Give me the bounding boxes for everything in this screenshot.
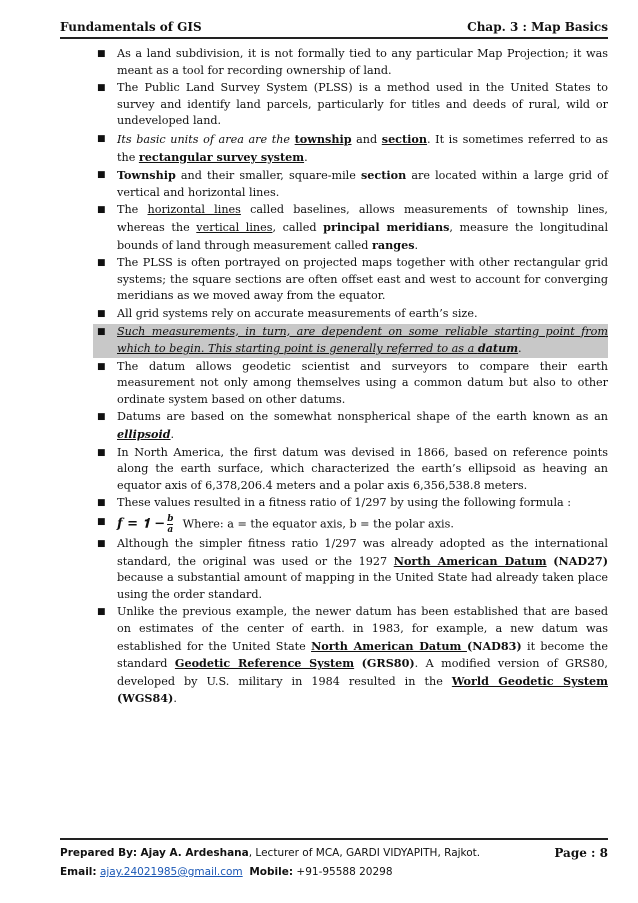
bullet-text: These values resulted in a fitness ratio of 1/297 by using the following formula :	[117, 496, 572, 510]
bullet-text: section	[381, 131, 428, 146]
bullet-text: and	[351, 132, 382, 146]
bullet-text: .	[170, 428, 175, 442]
bullet-text: . A modified version of GRS80, developed by U.S. military in 1984 resulted in the	[117, 657, 608, 688]
page-header	[60, 12, 608, 39]
bullet-item	[97, 514, 608, 536]
bullet-text: All grid systems rely on accurate measurements of earth’s size.	[117, 306, 478, 320]
bullet-item	[97, 359, 608, 409]
bullet-text: ellipsoid	[117, 427, 171, 442]
bullet-text: North American Datum	[311, 638, 467, 653]
bullet-text: township	[294, 131, 352, 146]
bullet-text: are located within a large grid of vertical and horizontal lines.	[117, 169, 608, 199]
formula-fraction	[167, 514, 173, 535]
bullet-text: principal meridians	[323, 219, 450, 234]
bullet-text: The datum allows geodetic scientist and surveyors to compare their earth measurement not only among themselves using a common datum but also to other ordinate system based on other datums.	[117, 359, 608, 406]
bullet-text: it become the standard	[117, 639, 609, 671]
bullet-text: Its basic units of area are the	[117, 132, 295, 146]
bullet-text: .	[414, 238, 419, 252]
page-number: Page : 8	[554, 846, 608, 860]
formula-denominator: a	[167, 525, 174, 536]
bullet-square-icon: ■	[97, 258, 106, 269]
formula-numerator: b	[167, 514, 174, 525]
bullet-text: The Public Land Survey System (PLSS) is a method used in the United States to survey and identify land parcels, particularly for titles and deeds of rural, wild or undeveloped land.	[117, 81, 608, 128]
bullet-text: .	[173, 692, 177, 706]
bullet-square-icon: ■	[97, 517, 106, 528]
bullet-item	[97, 131, 608, 166]
bullet-text: called baselines, allows measurements of township lines, whereas the	[117, 203, 608, 234]
bullet-item	[97, 167, 608, 201]
bullet-item	[97, 409, 608, 443]
bullet-item	[93, 324, 608, 358]
formula-description: Where: a = the equator axis, b = the polar axis.	[182, 517, 454, 531]
bullet-text: ranges	[372, 237, 415, 252]
bullet-item	[97, 80, 608, 130]
bullet-list	[97, 46, 609, 709]
bullet-text: datum	[477, 341, 519, 356]
email-label: Email:	[60, 866, 97, 878]
bullet-square-icon: ■	[97, 412, 106, 423]
bullet-item	[97, 306, 608, 323]
formula-lhs: 𝒇 = 𝟏 −	[117, 516, 166, 532]
bullet-square-icon: ■	[97, 447, 106, 458]
bullet-item	[97, 604, 609, 708]
header-chapter: Chap. 3 : Map Basics	[467, 20, 608, 34]
bullet-item	[97, 202, 609, 254]
bullet-text: North American Datum	[393, 553, 547, 568]
email-link[interactable]: ajay.24021985@gmail.com	[99, 866, 243, 878]
bullet-text: horizontal lines	[147, 203, 241, 217]
footer-prepared	[60, 844, 480, 863]
bullet-item	[97, 46, 608, 79]
mobile-number: +91-95588 20298	[296, 866, 393, 878]
bullet-text: vertical lines	[196, 220, 273, 234]
bullet-text: Unlike the previous example, the newer datum has been established that are based on estimates of the center of earth. in 1983, for example, a new datum was established for the United State	[117, 605, 608, 653]
bullet-text: Geodetic Reference System	[174, 656, 355, 671]
bullet-square-icon: ■	[97, 49, 106, 59]
prepared-label: Prepared By:	[60, 847, 138, 859]
bullet-item	[97, 536, 608, 603]
bullet-text: World Geodetic System	[451, 673, 608, 688]
prepared-rest: , Lecturer of MCA, GARDI VIDYAPITH, Rajkot.	[248, 847, 481, 859]
bullet-text: In North America, the first datum was devised in 1866, based on reference points along the earth surface, which characterized the earth’s ellipsoid as heaving an equator axis of 6,378,206.4 meters and a polar axis 6,356,538.8 meters.	[117, 445, 608, 492]
bullet-text: because a substantial amount of mapping in the United State had already taken place using the order standard.	[117, 571, 608, 601]
bullet-item	[97, 445, 608, 495]
mobile-label: Mobile:	[249, 866, 294, 878]
bullet-square-icon: ■	[97, 308, 106, 319]
bullet-text: As a land subdivision, it is not formally tied to any particular Map Projection; it was meant as a tool for recording ownership of land.	[117, 47, 608, 77]
bullet-text: . It is sometimes referred to as the	[117, 132, 608, 164]
bullet-text: Township	[117, 168, 176, 183]
bullet-square-icon: ■	[97, 607, 106, 618]
bullet-text: .	[304, 150, 308, 164]
bullet-text: Such measurements, in turn, are dependent on some reliable starting point from which to begin. This starting point is generally referred to as a	[117, 324, 608, 356]
bullet-text	[354, 657, 361, 670]
bullet-square-icon: ■	[97, 498, 106, 509]
prepared-name: Ajay A. Ardeshana	[140, 847, 249, 859]
bullet-text: The PLSS is often portrayed on projected maps together with other rectangular grid systems; the square sections are often offset east and west to account for converging meridians as we moved away from the equator.	[117, 256, 608, 303]
bullet-text: Although the simpler fitness ratio 1/297 was already adopted as the international standard, the original was used or the 1927	[117, 537, 608, 568]
bullet-text: section	[361, 168, 407, 183]
bullet-text: (GRS80)	[361, 656, 415, 671]
bullet-text: rectangular survey system	[138, 149, 305, 164]
bullet-square-icon: ■	[97, 326, 106, 337]
page-footer	[60, 838, 608, 882]
bullet-text: and their smaller, square-mile	[175, 169, 361, 183]
bullet-text: (NAD27)	[553, 553, 608, 568]
bullet-text: , called	[272, 220, 324, 234]
header-title: Fundamentals of GIS	[60, 20, 202, 34]
bullet-square-icon: ■	[97, 170, 106, 181]
bullet-item	[97, 495, 608, 512]
bullet-text: .	[518, 342, 522, 356]
bullet-square-icon: ■	[97, 205, 106, 216]
bullet-square-icon: ■	[97, 83, 106, 94]
bullet-text: (NAD83)	[466, 638, 522, 653]
bullet-text: (WGS84)	[117, 691, 174, 706]
bullet-square-icon: ■	[97, 361, 106, 372]
bullet-text: , measure the longitudinal bounds of land through measurement called	[117, 220, 609, 252]
bullet-item	[97, 255, 608, 305]
bullet-square-icon: ■	[97, 133, 106, 144]
bullet-text: The	[117, 203, 148, 217]
bullet-square-icon: ■	[97, 539, 106, 550]
bullet-text: Datums are based on the somewhat nonspherical shape of the earth known as an	[117, 410, 608, 424]
